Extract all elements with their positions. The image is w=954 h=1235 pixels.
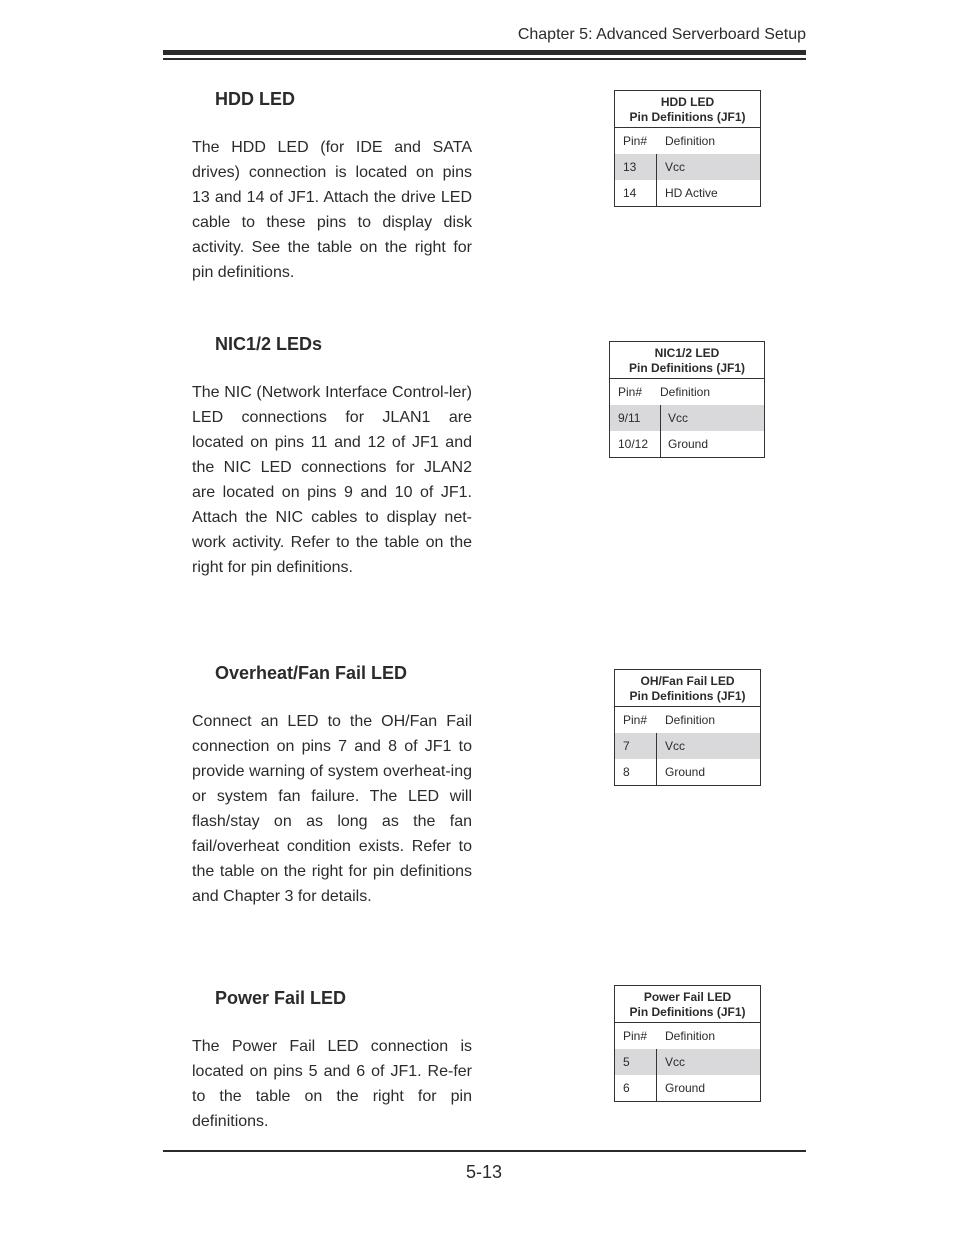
table-title: NIC1/2 LED <box>654 346 720 360</box>
section-title-overheat-fan-fail-led: Overheat/Fan Fail LED <box>215 663 408 683</box>
pin-cell: 10/12 <box>618 437 649 451</box>
table-subtitle: Pin Definitions (JF1) <box>629 110 746 124</box>
table-title: Power Fail LED <box>643 990 732 1004</box>
table-caption <box>610 342 764 379</box>
section-title-nic-leds: NIC1/2 LEDs <box>215 334 323 354</box>
page-number: 5-13 <box>465 1162 503 1182</box>
table-row <box>610 405 764 431</box>
pin-table-oh-fan-fail-led <box>614 669 761 786</box>
table-row <box>615 1075 760 1101</box>
table-caption <box>615 986 760 1023</box>
column-divider <box>656 180 657 206</box>
table-caption <box>615 91 760 128</box>
table-header-row <box>615 1023 760 1049</box>
section-title-hdd-led: HDD LED <box>215 89 295 109</box>
table-subtitle: Pin Definitions (JF1) <box>628 361 745 375</box>
pin-table-power-fail-led <box>614 985 761 1102</box>
definition-cell: Ground <box>668 437 709 451</box>
definition-cell: Vcc <box>665 1055 686 1069</box>
column-divider <box>656 1075 657 1101</box>
pin-cell: 6 <box>623 1081 630 1095</box>
column-divider <box>660 431 661 457</box>
column-divider <box>656 733 657 759</box>
pin-cell: 5 <box>623 1055 630 1069</box>
column-divider <box>660 405 661 431</box>
table-row <box>615 759 760 785</box>
section-title-power-fail-led: Power Fail LED <box>215 988 347 1008</box>
header-pin: Pin# <box>623 713 648 727</box>
table-row <box>615 154 760 180</box>
header-definition: Definition <box>660 385 711 399</box>
header-pin: Pin# <box>623 1029 648 1043</box>
table-caption <box>615 670 760 707</box>
pin-table-hdd-led <box>614 90 761 207</box>
table-header-row <box>610 379 764 405</box>
header-pin: Pin# <box>618 385 643 399</box>
header-definition: Definition <box>665 134 716 148</box>
table-row <box>615 1049 760 1075</box>
column-divider <box>656 154 657 180</box>
definition-cell: Ground <box>665 765 706 779</box>
table-subtitle: Pin Definitions (JF1) <box>629 1005 746 1019</box>
header-rule-thin <box>163 58 806 60</box>
pin-table-nic-leds <box>609 341 765 458</box>
column-divider <box>656 759 657 785</box>
section-body-power-fail-led: The Power Fail LED connection is located on pins 5 and 6 of JF1. Re-fer to the table on the right for pin definitions. <box>192 1038 472 1130</box>
header-definition: Definition <box>665 1029 716 1043</box>
pin-cell: 9/11 <box>618 411 641 425</box>
definition-cell: Vcc <box>668 411 689 425</box>
footer-rule <box>163 1150 806 1152</box>
header-definition: Definition <box>665 713 716 727</box>
definition-cell: Vcc <box>665 160 686 174</box>
table-row <box>610 431 764 457</box>
header-rule-thick <box>163 50 806 55</box>
definition-cell: Ground <box>665 1081 706 1095</box>
header-pin: Pin# <box>623 134 648 148</box>
pin-cell: 7 <box>623 739 630 753</box>
definition-cell: HD Active <box>665 186 718 200</box>
table-row <box>615 180 760 206</box>
section-body-nic-leds: The NIC (Network Interface Control-ler) LED connections for JLAN1 are located on pins 11 and 12 of JF1 and the NIC LED connections for JLAN2 are located on pins 9 and 10 of JF1. Attach the NIC cables to display net-work activity. Refer to the table on the right for pin definitions. <box>192 384 472 576</box>
pin-cell: 13 <box>623 160 637 174</box>
pin-cell: 8 <box>623 765 630 779</box>
definition-cell: Vcc <box>665 739 686 753</box>
section-body-overheat-fan-fail-led: Connect an LED to the OH/Fan Fail connection on pins 7 and 8 of JF1 to provide warning of system overheat-ing or system fan failure. The LED will flash/stay on as long as the fan fail/overheat condition exists. Refer to the table on the right for pin definitions and Chapter 3 for details. <box>192 713 472 905</box>
table-title: HDD LED <box>660 95 715 109</box>
section-body-hdd-led: The HDD LED (for IDE and SATA drives) connection is located on pins 13 and 14 of JF1. Attach the drive LED cable to these pins to display disk activity. See the table on the right for pin definitions. <box>192 139 472 281</box>
table-header-row <box>615 707 760 733</box>
table-subtitle: Pin Definitions (JF1) <box>629 689 746 703</box>
column-divider <box>656 1049 657 1075</box>
pin-cell: 14 <box>623 186 637 200</box>
table-row <box>615 733 760 759</box>
chapter-header: Chapter 5: Advanced Serverboard Setup <box>517 26 806 43</box>
table-title: OH/Fan Fail LED <box>640 674 735 688</box>
table-header-row <box>615 128 760 154</box>
